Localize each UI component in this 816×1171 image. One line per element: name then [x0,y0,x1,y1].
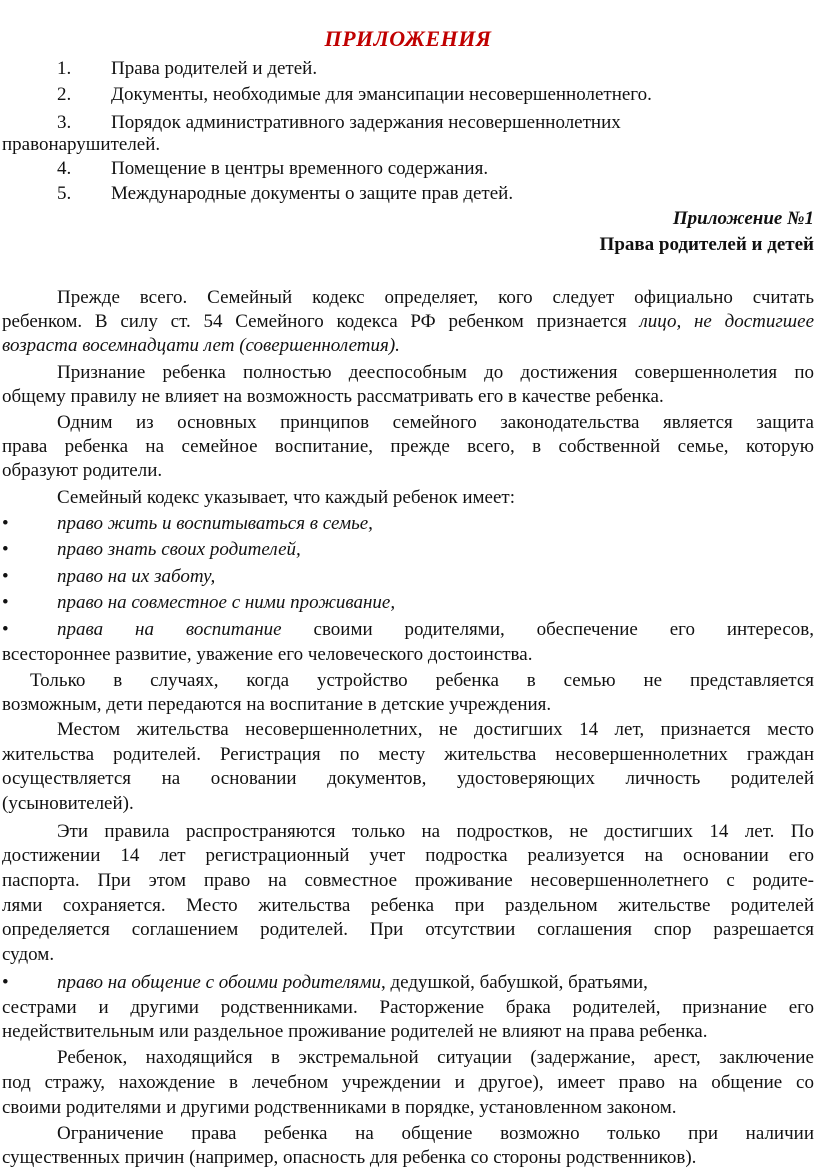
italic-term: возраста восемнадцати лет (совершеннолетия). [2,335,400,356]
italic-term: право жить и воспитываться в семье, [57,513,373,534]
paragraph-line: (усыновителей). [2,793,134,814]
italic-term: право на их заботу, [57,566,216,587]
paragraph-line: существенных причин (например, опасность для ребенка со стороны родственников). [2,1147,697,1168]
toc-item-2 [57,84,652,106]
text-run: , дедушкой, бабушкой, братьями, [380,972,648,993]
paragraph-line: Ребенок, находящийся в экстремальной ситуации (задержание, арест, заключение [57,1047,814,1068]
paragraph-line: своими родителями и другими родственниками в порядке, установленном законом. [2,1097,677,1118]
toc-text: Документы, необходимые для эмансипации несовершеннолетнего. [111,84,652,105]
paragraph-line: Семейный кодекс указывает, что каждый ребенок имеет: [57,487,515,508]
paragraph-line: возможным, дети передаются на воспитание в детские учреждения. [2,694,552,715]
paragraph-line: права ребенка на семейное воспитание, прежде всего, в собственной семье, которую [2,436,814,457]
paragraph-line: жительства родителей. Регистрация по месту жительства несовершеннолетних граждан [2,744,814,765]
toc-text: Помещение в центры временного содержания. [111,158,489,179]
paragraph-line: достижении 14 лет регистрационный учет подростка реализуется на основании его [2,845,814,866]
paragraph-line: лями сохраняется. Место жительства ребенка при раздельном жительстве родителей [2,895,814,916]
paragraph-line: паспорта. При этом право на совместное проживание несовершеннолетнего с родите- [2,870,814,891]
toc-item-3-continuation: правонарушителей. [2,134,161,155]
bullet-item [57,565,215,589]
bullet-item [57,512,373,536]
appendix-label: Приложение №1 [672,208,814,229]
toc-item-4 [57,158,488,180]
italic-term: право на совместное с ними проживание, [57,592,396,613]
paragraph-line: образуют родители. [2,460,163,481]
paragraph-line: Признание ребенка полностью дееспособным до достижения совершеннолетия по [57,362,814,383]
bullet-icon: • [2,592,9,613]
paragraph-line [2,310,814,334]
toc-number: 1. [57,58,72,79]
paragraph-line: Местом жительства несовершеннолетних, не достигших 14 лет, признается место [57,719,814,740]
bullet-item [57,618,814,642]
paragraph-line: Прежде всего. Семейный кодекс определяет, кого следует официально считать [57,287,814,308]
bullet-item [57,971,648,995]
text-run: ребенком. В силу ст. 54 Семейного кодекса РФ ребенком признается [2,311,640,332]
toc-number: 4. [57,158,72,179]
bullet-icon: • [2,539,9,560]
italic-term: права на воспитание [57,619,282,640]
paragraph-line: определяется соглашением родителей. При отсутствии соглашения спор разрешается [2,919,814,940]
italic-term: право знать своих родителей, [57,539,301,560]
paragraph-line [2,334,814,358]
toc-item-1 [57,58,317,80]
paragraph-line: недействительным или раздельное проживание родителей не влияют на права ребенка. [2,1021,708,1042]
bullet-item [57,538,301,562]
bullet-icon: • [2,619,9,640]
paragraph-line: всестороннее развитие, уважение его человеческого достоинства. [2,644,533,665]
toc-number: 5. [57,183,72,204]
italic-term: право на общение с обоими родителями [57,972,381,993]
paragraph-line: судом. [2,944,55,965]
bullet-icon: • [2,566,9,587]
paragraph-line: Только в случаях, когда устройство ребенка в семью не представляется [30,670,814,691]
bullet-icon: • [2,513,9,534]
paragraph-line: Ограничение права ребенка на общение возможно только при наличии [57,1123,814,1144]
toc-text: Порядок административного задержания несовершеннолетних [111,112,621,133]
paragraph-line: Эти правила распространяются только на подростков, не достигших 14 лет. По [57,821,814,842]
bullet-item [57,591,395,615]
page-title: ПРИЛОЖЕНИЯ [324,26,492,51]
toc-item-3 [57,112,621,134]
appendix-title: Права родителей и детей [599,234,814,255]
paragraph-line: под стражу, нахождение в лечебном учреждении и другое), имеет право на общение со [2,1072,814,1093]
toc-item-5 [57,183,513,205]
toc-number: 2. [57,84,72,105]
italic-term: лицо, не достигшее [639,311,814,332]
paragraph-line: Одним из основных принципов семейного законодательства является защита [57,412,814,433]
toc-number: 3. [57,112,72,133]
bullet-icon: • [2,972,9,993]
paragraph-line: сестрами и другими родственниками. Расторжение брака родителей, признание его [2,997,814,1018]
paragraph-line: общему правилу не влияет на возможность рассматривать его в качестве ребенка. [2,386,664,407]
text-run: своими родителями, обеспечение его интересов, [281,619,814,640]
toc-text: Международные документы о защите прав детей. [111,183,514,204]
toc-text: Права родителей и детей. [111,58,318,79]
paragraph-line: осуществляется на основании документов, удостоверяющих личность родителей [2,768,814,789]
